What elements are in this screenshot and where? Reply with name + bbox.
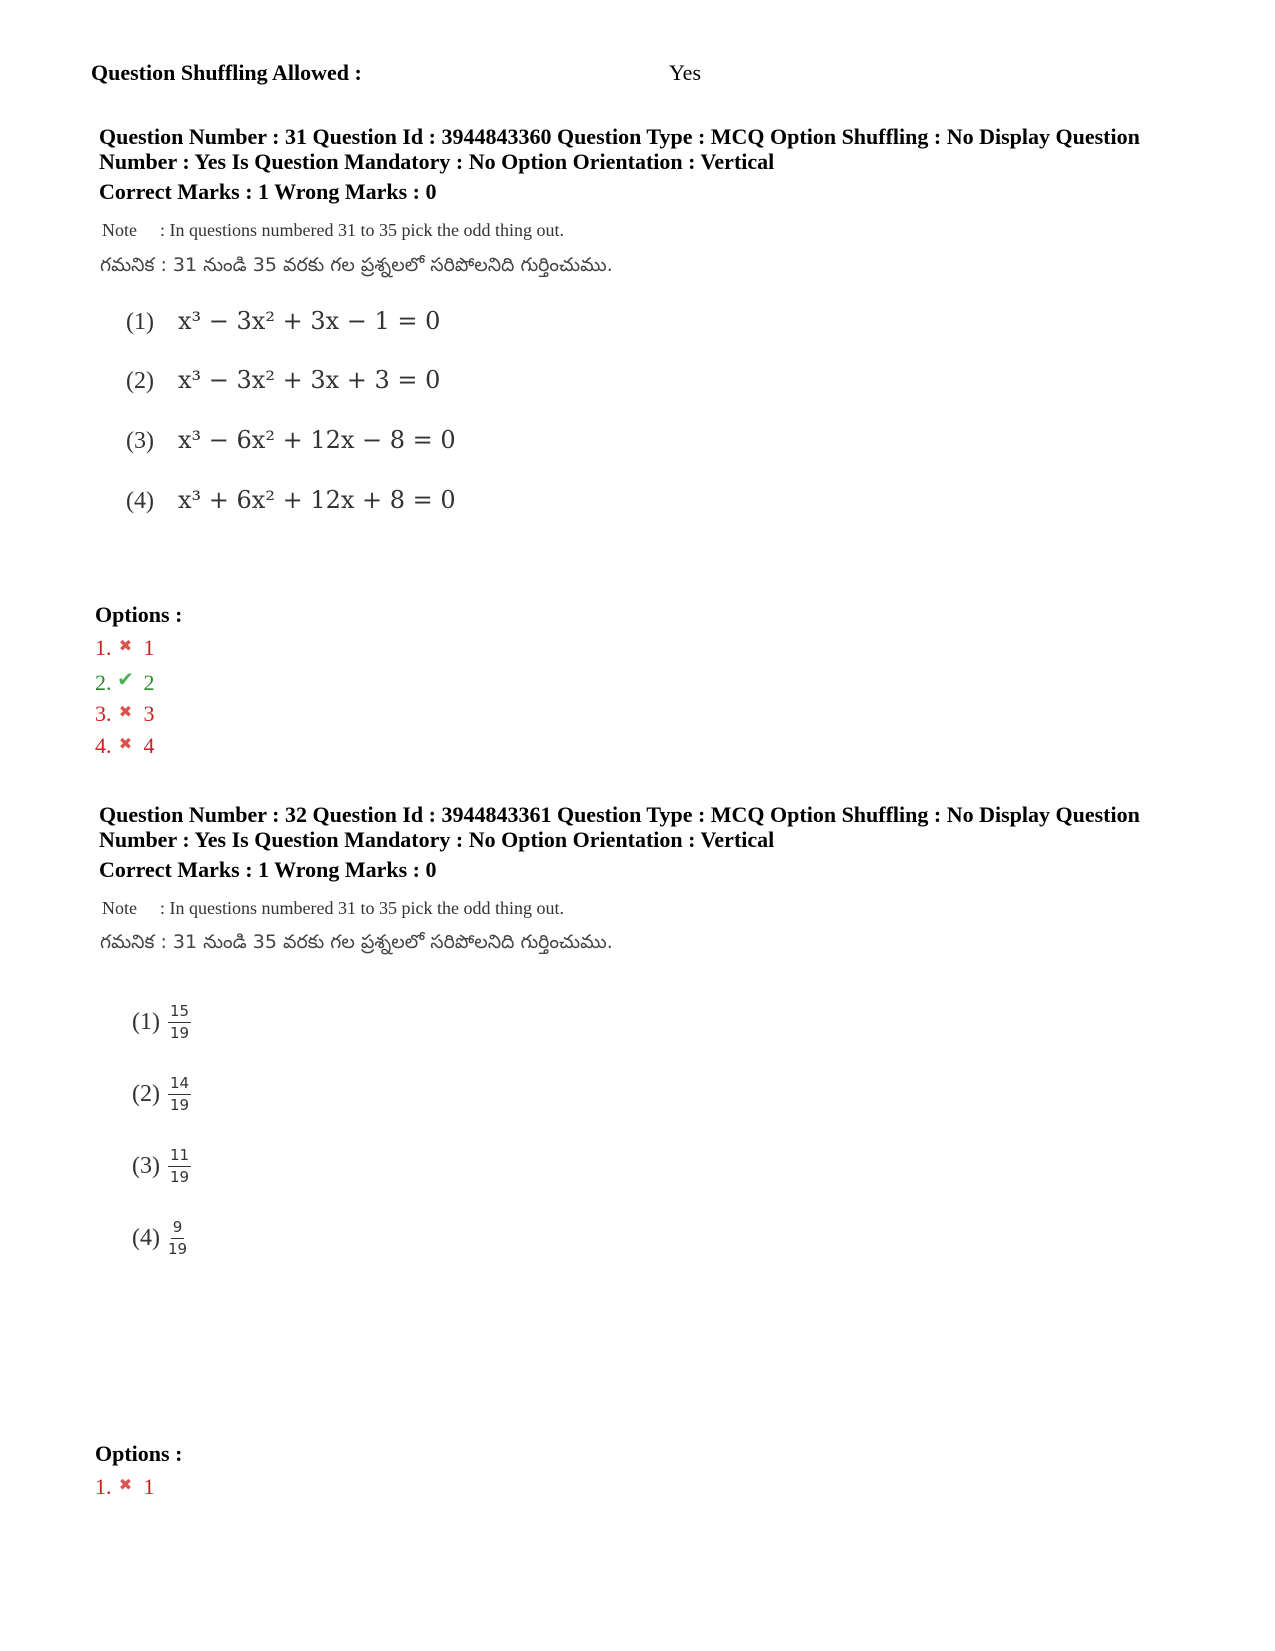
question-header-line2: Number : Yes Is Question Mandatory : No Option Orientation : Vertical	[99, 149, 775, 174]
question-note	[102, 898, 564, 919]
cross-icon: ✖	[118, 704, 133, 721]
fraction-denominator: 19	[169, 1168, 190, 1186]
option-index: 3.	[95, 701, 112, 726]
choice-1	[126, 307, 440, 336]
check-icon: ✔	[117, 669, 134, 691]
choice-number: (2)	[126, 368, 154, 394]
fraction-numerator: 14	[168, 1075, 191, 1095]
note-text: : In questions numbered 31 to 35 pick the odd thing out.	[160, 220, 564, 240]
fraction-numerator: 11	[168, 1147, 191, 1167]
question-note	[102, 220, 564, 241]
choice-expression: x³ − 3x² + 3x − 1 = 0	[178, 307, 441, 335]
question-marks: Correct Marks : 1 Wrong Marks : 0	[99, 179, 437, 204]
choice-fraction	[168, 1147, 191, 1186]
choice-2	[132, 1075, 191, 1114]
choice-number: (1)	[126, 309, 154, 335]
cross-icon: ✖	[118, 1477, 133, 1494]
choice-4	[126, 486, 456, 515]
note-label: Note	[102, 898, 137, 918]
choice-expression: x³ + 6x² + 12x + 8 = 0	[178, 486, 456, 514]
choice-expression: x³ − 6x² + 12x − 8 = 0	[178, 426, 456, 454]
answer-option-1	[95, 634, 155, 661]
choice-fraction	[168, 1075, 191, 1114]
cross-icon: ✖	[118, 638, 133, 655]
option-index: 4.	[95, 733, 112, 758]
choice-expression: x³ − 3x² + 3x + 3 = 0	[178, 366, 441, 394]
choice-number: (3)	[132, 1153, 160, 1179]
choice-number: (3)	[126, 428, 154, 454]
option-index: 1.	[95, 1474, 112, 1499]
question-header-line1: Question Number : 32 Question Id : 3944843361 Question Type : MCQ Option Shuffling : No Display Question	[99, 802, 1140, 827]
options-label: Options :	[95, 602, 183, 627]
cross-icon: ✖	[118, 736, 133, 753]
option-value: 4	[143, 733, 155, 758]
fraction-denominator: 19	[169, 1096, 190, 1114]
answer-option-3	[95, 700, 155, 727]
choice-number: (1)	[132, 1009, 160, 1035]
telugu-note: గమనిక : 31 నుండి 35 వరకు గల ప్రశ్నలలో సరిపోలనిది గుర్తించుము.	[100, 254, 613, 276]
choice-fraction	[168, 1003, 191, 1042]
choice-number: (2)	[132, 1081, 160, 1107]
option-index: 1.	[95, 635, 112, 660]
choice-fraction	[168, 1219, 187, 1258]
option-value: 1	[143, 635, 155, 660]
choice-number: (4)	[132, 1225, 160, 1251]
answer-option-1	[95, 1473, 155, 1500]
fraction-numerator: 9	[171, 1219, 185, 1239]
choice-3	[126, 426, 456, 455]
shuffling-label: Question Shuffling Allowed :	[91, 60, 362, 85]
choice-2	[126, 366, 440, 395]
question-header-line2: Number : Yes Is Question Mandatory : No Option Orientation : Vertical	[99, 827, 775, 852]
option-index: 2.	[95, 670, 112, 695]
question-marks: Correct Marks : 1 Wrong Marks : 0	[99, 857, 437, 882]
shuffling-value: Yes	[669, 60, 702, 85]
question-header-line1: Question Number : 31 Question Id : 3944843360 Question Type : MCQ Option Shuffling : No Display Question	[99, 124, 1140, 149]
telugu-note: గమనిక : 31 నుండి 35 వరకు గల ప్రశ్నలలో సరిపోలనిది గుర్తించుము.	[100, 931, 613, 953]
choice-4	[132, 1219, 187, 1258]
choice-number: (4)	[126, 488, 154, 514]
choice-3	[132, 1147, 191, 1186]
note-text: : In questions numbered 31 to 35 pick the odd thing out.	[160, 898, 564, 918]
fraction-denominator: 19	[167, 1240, 188, 1258]
answer-option-4	[95, 732, 155, 759]
fraction-denominator: 19	[169, 1024, 190, 1042]
option-value: 1	[143, 1474, 155, 1499]
note-label: Note	[102, 220, 137, 240]
fraction-numerator: 15	[168, 1003, 191, 1023]
answer-option-2	[95, 667, 155, 696]
option-value: 3	[143, 701, 155, 726]
options-label: Options :	[95, 1441, 183, 1466]
option-value: 2	[143, 670, 155, 695]
choice-1	[132, 1003, 191, 1042]
